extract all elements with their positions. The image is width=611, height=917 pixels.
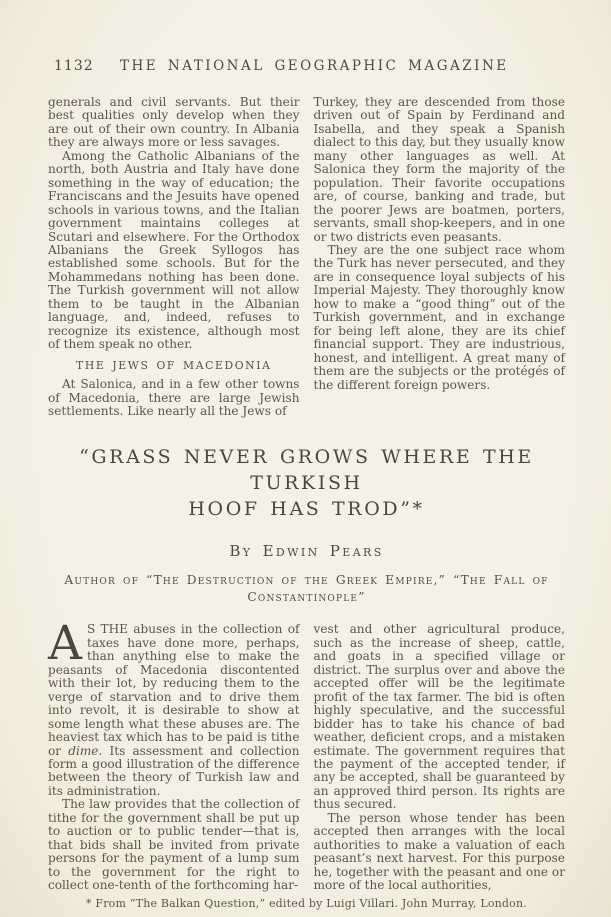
paragraph: vest and other agricultural produce, such as the increase of sheep, cattle, and goats in a specified village or district. The surplus over and above the accepted offer will be the legitimate profit of the tax farmer. The bid is often highly speculative, and the successful bidder has to take his chance of bad weather, deficient crops, and a mistaken estimate. The government requires that the payment of the accepted tender, if any be accepted, shall be guaranteed by an approved third person. Its rights are thus secured. (313, 622, 565, 812)
article-title-line-2: HOOF HAS TROD”* (188, 498, 425, 521)
paragraph: They are the one subject race whom the Turk has never persecuted, and they are in consequence loyal subjects of his Imperial Majesty. They thoroughly know how to make a “good thing” out of the Turkish government, and in exchange for being left alone, they are its chief financial support. They are industrious, honest, and intelligent. A great many of them are the subjects or the protégés of the different foreign powers. (313, 242, 565, 392)
paragraph-text: . Its assessment and collection form a good illustration of the difference between the theory of Turkish law and its administration. (48, 743, 300, 798)
paragraph: At Salonica, and in a few other towns of Macedonia, there are large Jewish settlements. Like nearly all the Jews of (48, 377, 300, 418)
italic-word: dime (68, 743, 99, 758)
new-article-left-column (48, 616, 300, 893)
new-article-columns (48, 616, 565, 893)
paragraph: Among the Catholic Albanians of the north, both Austria and Italy have done something in the way of education; the Franciscans and the Jesuits have opened schools in various towns, and the Italian government maintains colleges at Scutari and elsewhere. For the Orthodox Albanians the Greek Syllogos has established some schools. But for the Mohammedans nothing has been done. The Turkish government will not allow them to be taught in the Albanian language, and, indeed, refuses to recognize its existence, although most of them speak no other. (48, 148, 300, 352)
article-author-credit (48, 572, 565, 606)
top-article-columns (48, 96, 565, 418)
top-article-right-column (314, 96, 566, 418)
paragraph-text: S THE abuses in the collection of taxes have done more, perhaps, than anything else to make the peasants of Macedonia discontented with their lot, by reducing them to the verge of starvation and to drive them into revolt, it is desirable to show at some length what these abuses are. The heaviest tax which has to be paid is tithe or (48, 622, 300, 758)
opening-paragraph (48, 616, 300, 798)
article-byline: By Edwin Pears (229, 542, 384, 561)
paragraph: generals and civil servants. But their best qualities only develop when they are out of their own country. In Albania they are always more or less savages. (48, 95, 300, 150)
running-head (0, 0, 611, 74)
paragraph: The law provides that the collection of tithe for the government shall be put up to auction or to public tender—that is, that bids shall be invited from private persons for the payment of a lump sum to the government for the right to collect one-tenth of the forthcoming har- (48, 797, 300, 893)
page-number: 1132 (54, 58, 94, 74)
paragraph: The person whose tender has been accepted then arranges with the local authorities to make a valuation of each peasant’s next harvest. For this purpose he, together with the peasant and one or more of the local authorities, (313, 810, 565, 893)
article-title-line-1: “GRASS NEVER GROWS WHERE THE TURKISH (79, 446, 534, 495)
new-article-right-column (314, 623, 566, 892)
drop-cap: A (48, 616, 82, 672)
paragraph: Turkey, they are descended from those driven out of Spain by Ferdinand and Isabella, and they speak a Spanish dialect to this day, but they usually know many other languages as well. At Salonica they form the majority of the population. Their favorite occupations are, of course, banking and trade, but the poorer Jews are boatmen, porters, servants, small shop-keepers, and in one or two districts even peasants. (313, 95, 565, 244)
magazine-title: THE NATIONAL GEOGRAPHIC MAGAZINE (119, 58, 509, 74)
footnote: * From “The Balkan Question,” edited by Luigi Villari. John Murray, London. (86, 897, 527, 911)
article-title (48, 444, 565, 522)
author-credit-line-1: Author of “The Destruction of the Greek Empire,” “The Fall of (64, 573, 549, 588)
section-heading: THE JEWS OF MACEDONIA (76, 358, 272, 372)
author-credit-line-2: Constantinople” (247, 590, 366, 605)
top-article-left-column (48, 96, 300, 418)
